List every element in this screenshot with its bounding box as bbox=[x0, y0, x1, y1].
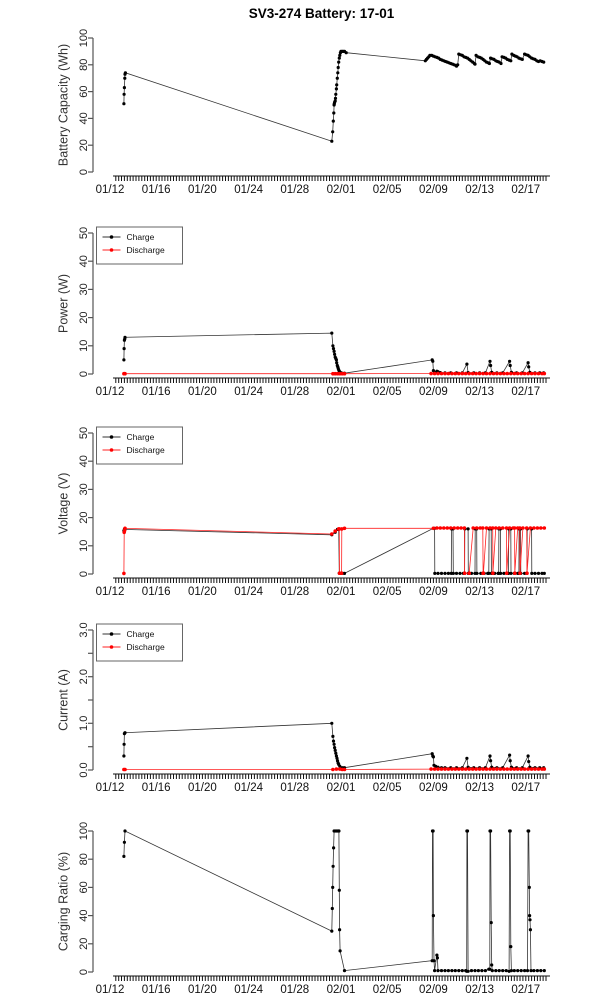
x-tick-label: 01/16 bbox=[141, 586, 171, 598]
panel-carging-ratio bbox=[56, 822, 550, 996]
y-tick-label: 100 bbox=[77, 28, 90, 48]
panel-power bbox=[56, 227, 550, 398]
x-tick-label: 01/24 bbox=[234, 184, 263, 196]
x-tick-label: 01/16 bbox=[141, 386, 171, 398]
x-tick-label: 02/01 bbox=[326, 586, 356, 598]
y-axis-label: Power (W) bbox=[56, 273, 71, 334]
panel-voltage bbox=[56, 427, 550, 598]
x-tick-label: 01/24 bbox=[234, 386, 263, 398]
x-tick-label: 02/01 bbox=[326, 984, 356, 996]
y-tick-label: 20 bbox=[77, 311, 90, 324]
x-tick-label: 01/20 bbox=[188, 386, 217, 398]
y-tick-label: 2.0 bbox=[77, 669, 90, 685]
x-tick-label: 01/20 bbox=[188, 984, 217, 996]
panel-current bbox=[56, 622, 550, 794]
x-axis-labels bbox=[96, 782, 541, 794]
y-tick-label: 0 bbox=[77, 168, 90, 176]
y-tick-label: 30 bbox=[77, 283, 90, 296]
y-tick-label: 3.0 bbox=[77, 622, 90, 638]
x-tick-label: 02/01 bbox=[326, 386, 356, 398]
series-charge-line bbox=[124, 831, 544, 971]
x-tick-label: 01/28 bbox=[280, 984, 310, 996]
series-charge-line bbox=[124, 528, 544, 573]
x-tick-label: 02/13 bbox=[465, 984, 494, 996]
series-charge bbox=[122, 527, 546, 575]
y-tick-label: 60 bbox=[77, 85, 90, 98]
y-tick-label: 40 bbox=[77, 909, 90, 922]
x-tick-label: 02/17 bbox=[511, 386, 541, 398]
x-tick-label: 01/24 bbox=[234, 586, 263, 598]
x-tick-label: 02/01 bbox=[326, 184, 356, 196]
x-tick-label: 02/05 bbox=[372, 782, 402, 794]
x-tick-label: 02/13 bbox=[465, 386, 494, 398]
x-axis-ruler bbox=[113, 774, 550, 779]
y-axis-label: Voltage (V) bbox=[56, 472, 71, 535]
x-tick-label: 02/05 bbox=[372, 984, 402, 996]
y-tick-label: 20 bbox=[77, 937, 90, 950]
x-tick-label: 01/20 bbox=[188, 782, 217, 794]
y-tick-label: 0 bbox=[77, 370, 90, 378]
legend bbox=[97, 624, 183, 661]
x-tick-label: 02/09 bbox=[419, 586, 448, 598]
y-tick-label: 10 bbox=[77, 339, 90, 352]
x-tick-label: 01/16 bbox=[141, 184, 171, 196]
y-tick-label: 0 bbox=[77, 570, 90, 578]
y-axis bbox=[56, 427, 93, 577]
x-tick-label: 01/28 bbox=[280, 184, 310, 196]
y-axis-label: Carging Ratio (%) bbox=[56, 851, 71, 952]
y-tick-label: 60 bbox=[77, 881, 90, 894]
x-tick-label: 01/24 bbox=[234, 984, 263, 996]
x-axis-ruler bbox=[113, 176, 550, 181]
x-tick-label: 02/13 bbox=[465, 586, 494, 598]
y-tick-label: 0.0 bbox=[77, 762, 90, 778]
y-axis-label: Battery Capacity (Wh) bbox=[56, 43, 71, 167]
y-tick-label: 20 bbox=[77, 511, 90, 524]
x-tick-label: 02/17 bbox=[511, 782, 541, 794]
x-tick-label: 02/01 bbox=[326, 782, 356, 794]
x-tick-label: 01/28 bbox=[280, 782, 310, 794]
x-tick-label: 02/09 bbox=[419, 782, 448, 794]
y-tick-label: 80 bbox=[77, 853, 90, 866]
x-tick-label: 01/12 bbox=[95, 586, 125, 598]
series-discharge bbox=[122, 767, 546, 771]
series-discharge-line bbox=[124, 528, 544, 573]
x-axis-labels bbox=[96, 984, 541, 996]
x-tick-label: 02/05 bbox=[372, 586, 402, 598]
legend-label: Discharge bbox=[126, 445, 165, 455]
x-tick-label: 02/09 bbox=[419, 984, 448, 996]
x-axis-labels bbox=[96, 184, 541, 196]
x-tick-label: 02/17 bbox=[511, 586, 541, 598]
x-tick-label: 01/12 bbox=[95, 782, 125, 794]
x-tick-label: 02/13 bbox=[465, 184, 494, 196]
y-tick-label: 50 bbox=[77, 426, 90, 440]
x-tick-label: 01/12 bbox=[95, 984, 125, 996]
legend bbox=[97, 427, 183, 464]
legend-label: Discharge bbox=[126, 642, 165, 652]
y-axis bbox=[56, 227, 93, 377]
series-charge bbox=[122, 722, 545, 770]
legend-label: Discharge bbox=[126, 245, 165, 255]
x-tick-label: 01/16 bbox=[141, 782, 171, 794]
series-charge bbox=[122, 829, 546, 973]
y-axis-label: Current (A) bbox=[56, 669, 71, 731]
x-tick-label: 01/24 bbox=[234, 782, 263, 794]
legend-label: Charge bbox=[126, 232, 155, 242]
x-tick-label: 02/05 bbox=[372, 386, 402, 398]
x-axis-ruler bbox=[113, 578, 550, 583]
x-tick-label: 01/16 bbox=[141, 984, 171, 996]
x-axis-ruler bbox=[113, 378, 550, 383]
x-tick-label: 01/20 bbox=[188, 184, 217, 196]
y-tick-label: 0 bbox=[77, 968, 90, 976]
panel-battery-capacity bbox=[56, 29, 550, 196]
y-tick-label: 20 bbox=[77, 139, 90, 152]
series-charge bbox=[122, 50, 545, 143]
series-discharge bbox=[122, 372, 546, 376]
x-tick-label: 02/05 bbox=[372, 184, 402, 196]
legend bbox=[97, 227, 183, 264]
x-tick-label: 01/12 bbox=[95, 184, 125, 196]
x-axis-labels bbox=[96, 386, 541, 398]
x-tick-label: 02/17 bbox=[511, 984, 541, 996]
legend-label: Charge bbox=[126, 432, 155, 442]
y-tick-label: 40 bbox=[77, 255, 90, 268]
x-axis-labels bbox=[96, 586, 541, 598]
y-tick-label: 10 bbox=[77, 539, 90, 552]
y-axis bbox=[56, 29, 93, 175]
y-tick-label: 30 bbox=[77, 483, 90, 496]
x-axis-ruler bbox=[113, 976, 550, 981]
y-axis bbox=[56, 622, 93, 777]
y-tick-label: 50 bbox=[77, 226, 90, 240]
page-title: SV3-274 Battery: 17-01 bbox=[248, 6, 395, 21]
y-tick-label: 1.0 bbox=[77, 715, 90, 731]
y-tick-label: 100 bbox=[77, 821, 90, 841]
x-tick-label: 02/09 bbox=[419, 386, 448, 398]
series-charge bbox=[122, 332, 545, 375]
x-tick-label: 01/28 bbox=[280, 586, 310, 598]
x-tick-label: 01/20 bbox=[188, 586, 217, 598]
x-tick-label: 02/17 bbox=[511, 184, 541, 196]
x-tick-label: 02/13 bbox=[465, 782, 494, 794]
x-tick-label: 01/12 bbox=[95, 386, 125, 398]
y-tick-label: 40 bbox=[77, 112, 90, 125]
x-tick-label: 02/09 bbox=[419, 184, 448, 196]
y-axis bbox=[56, 822, 93, 975]
series-charge-line bbox=[124, 51, 544, 141]
y-tick-label: 80 bbox=[77, 58, 90, 71]
y-tick-label: 40 bbox=[77, 455, 90, 468]
x-tick-label: 01/28 bbox=[280, 386, 310, 398]
legend-label: Charge bbox=[126, 629, 155, 639]
